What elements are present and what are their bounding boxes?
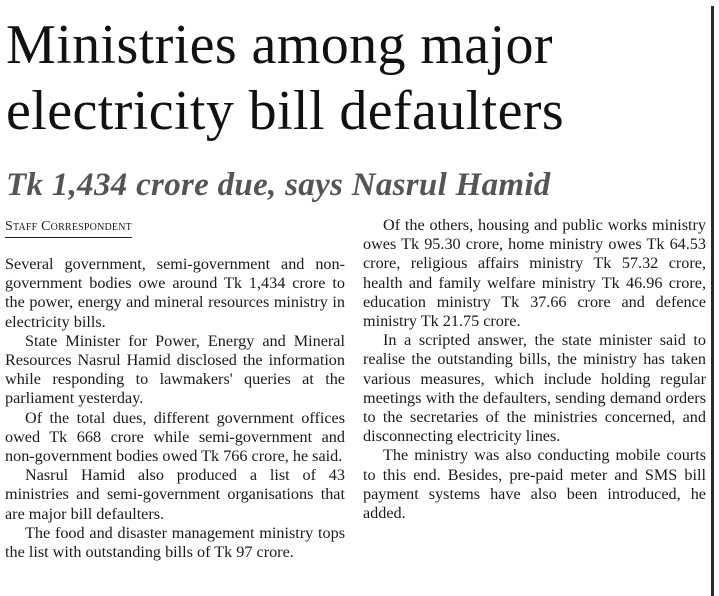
paragraph: Nasrul Hamid also produced a list of 43 ministries and semi-government organisations that are major bill defaulters. (5, 466, 345, 523)
paragraph: In a scripted answer, the state minister said to realise the outstanding bills, the ministry has taken various measures, which include holding regular meetings with the defaulters, sending demand orders to the secretaries of the ministries concerned, and disconnecting electricity lines. (363, 331, 706, 446)
paragraph: Several government, semi-government and non-government bodies owe around Tk 1,434 crore to the power, energy and mineral resources ministry in electricity bills. (5, 255, 345, 331)
paragraph: State Minister for Power, Energy and Mineral Resources Nasrul Hamid disclosed the information while responding to lawmakers' queries at the parliament yesterday. (5, 331, 345, 408)
paragraph: The ministry was also conducting mobile courts to this end. Besides, pre-paid meter and SMS bill payment systems have also been introduced, he added. (363, 446, 706, 523)
article-column-left (5, 216, 345, 562)
subheadline: Tk 1,434 crore due, says Nasrul Hamid (6, 167, 551, 203)
headline: Ministries among major electricity bill defaulters (6, 14, 565, 142)
paragraph: The food and disaster management ministry tops the list with outstanding bills of Tk 97 crore. (5, 523, 345, 562)
paragraph: Of the total dues, different government offices owed Tk 668 crore while semi-government and non-government bodies owed Tk 766 crore, he said. (5, 408, 345, 466)
column-rule (711, 6, 714, 596)
article-column-right (363, 216, 706, 523)
paragraph: Of the others, housing and public works ministry owes Tk 95.30 crore, home ministry owes Tk 64.53 crore, religious affairs ministry Tk 57.32 crore, health and family welfare ministry Tk 46.96 crore, education ministry Tk 37.66 crore and defence ministry Tk 21.75 crore. (363, 216, 706, 331)
byline: Staff Correspondent (5, 218, 132, 238)
